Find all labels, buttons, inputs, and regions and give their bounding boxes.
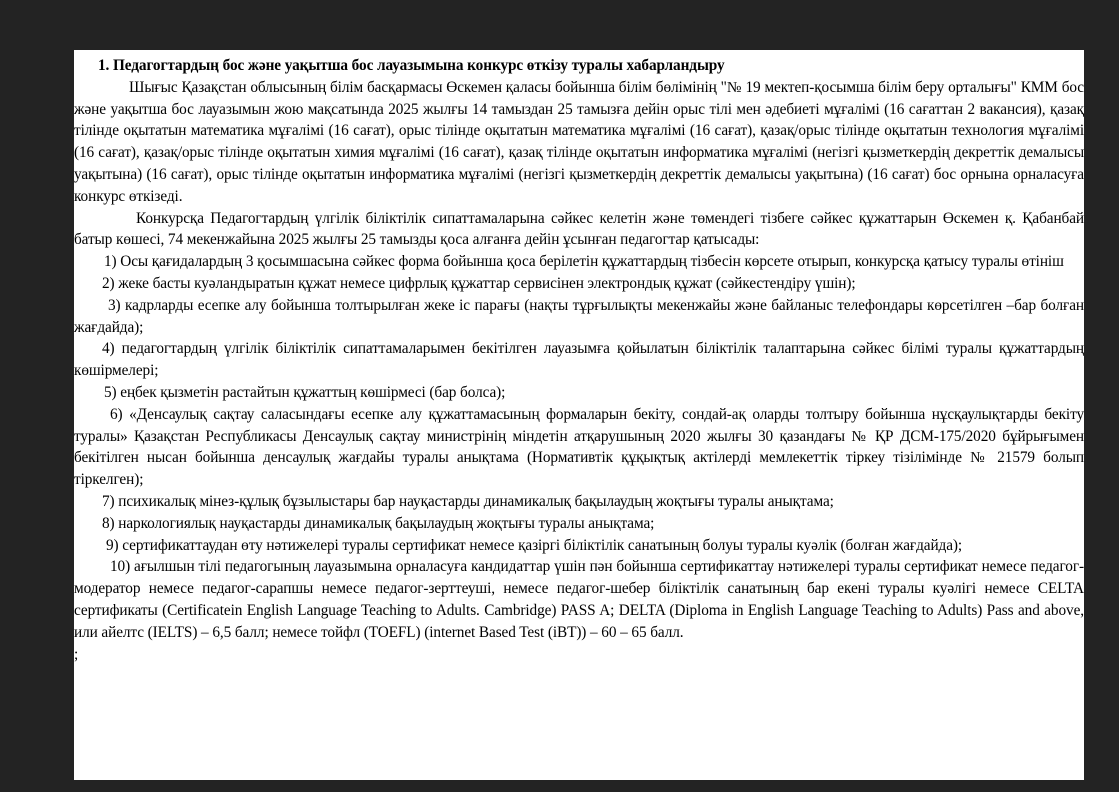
list-item: 3) кадрларды есепке алу бойынша толтырылған жеке іс парағы (нақты тұрғылықты мекенжайы және байланыс телефондары көрсетілген –бар болған жағдайда); <box>74 296 1084 336</box>
list-item: 1) Осы қағидалардың 3 қосымшасына сәйкес форма бойынша қоса берілетін құжаттардың тізбесін көрсете отырып, конкурсқа қатысу туралы өтініш <box>104 253 1064 271</box>
requirements-paragraph: Конкурсқа Педагогтардың үлгілік біліктілік сипаттамаларына сәйкес келетін және төмендегі тізбеге сәйкес құжаттарын Өскемен қ. Қабанбай батыр көшесі, 74 мекенжайына 2025 жылғы 25 тамызды қоса алғанға дейін ұсынған педагогтар қатысады: <box>74 209 1084 249</box>
document-heading: 1. Педагогтардың бос және уақытша бос лауазымына конкурс өткізу туралы хабарландыру <box>98 57 725 74</box>
list-item: 4) педагогтардың үлгілік біліктілік сипаттамаларымен бекітілген лауазымға қойылатын біліктілік талаптарына сәйкес білімі туралы құжаттардың көшірмелері; <box>74 340 1084 380</box>
intro-paragraph: Шығыс Қазақстан облысының білім басқармасы Өскемен қаласы бойынша білім бөлімінің "№ 19 мектеп-қосымша білім беру орталығы" КММ бос және уақытша бос лауазымын жою мақсатында 2025 жылғы 14 тамыздан 25 тамызға дейін орыс тілі мен әдебиеті мұғалімі (16 сағаттан 2 вакансия), қазақ тілінде оқытатын математика мұғалімі (16 сағат), орыс тілінде оқытатын математика мұғалімі (16 сағат), қазақ/орыс тілінде оқытатын технология мұғалімі (16 сағат), қазақ/орыс тілінде оқытатын химия мұғалімі (16 сағат), қазақ тілінде оқытатын информатика мұғалімі (негізгі қызметкердің декреттік демалысы уақытына) (16 сағат), орыс тілінде оқытатын информатика мұғалімі (негізгі қызметкердің декреттік демалысы уақытына) (16 сағат) бос орнына орналасуға конкурс өткізеді. <box>74 78 1084 205</box>
list-item: 5) еңбек қызметін растайтын құжаттың көшірмесі (бар болса); <box>104 383 506 401</box>
list-item: 7) психикалық мінез-құлық бұзылыстары бар науқастарды динамикалық бақылаудың жоқтығы туралы анықтама; <box>102 492 834 510</box>
trailing-semicolon: ; <box>74 645 79 663</box>
list-item: 9) сертификаттаудан өту нәтижелері туралы сертификат немесе қазіргі біліктілік санатының болуы туралы куәлік (болған жағдайда); <box>106 536 963 554</box>
list-item: 2) жеке басты куәландыратын құжат немесе цифрлық құжаттар сервисінен электрондық құжат (сәйкестендіру үшін); <box>102 274 856 292</box>
list-item: 6) «Денсаулық сақтау саласындағы есепке алу құжаттамасының формаларын бекіту, сондай-ақ оларды толтыру бойынша нұсқаулықтарды бекіту туралы» Қазақстан Республикасы Денсаулық сақтау министрінің міндетін атқарушының 2020 жылғы 30 қазандағы № ҚР ДСМ-175/2020 бұйрығымен бекітілген нысан бойынша денсаулық жағдайы туралы анықтама (Нормативтік құқықтық актілерді мемлекеттік тіркеу тізілімінде № 21579 болып тіркелген); <box>74 405 1084 489</box>
list-item: 8) наркологиялық науқастарды динамикалық бақылаудың жоқтығы туралы анықтама; <box>102 514 655 532</box>
list-item: 10) ағылшын тілі педагогының лауазымына орналасуға кандидаттар үшін пән бойынша сертификаттау нәтижелері туралы сертификат немесе педагог-модератор немесе педагог-сарапшы немесе педагог-зерттеуші, немесе педагог-шебер біліктілік санатының бар екені туралы куәлігі немесе CELTA сертификаты (Certificatein English Language Teaching to Adults. Cambridge) PASS A; DELTA (Diploma in English Language Teaching to Adults) Pass and above, или айелтс (IELTS) – 6,5 балл; немесе тойфл (TOEFL) (internet Based Test (iBT)) – 60 – 65 балл. <box>74 558 1084 641</box>
document-page <box>74 50 1084 780</box>
